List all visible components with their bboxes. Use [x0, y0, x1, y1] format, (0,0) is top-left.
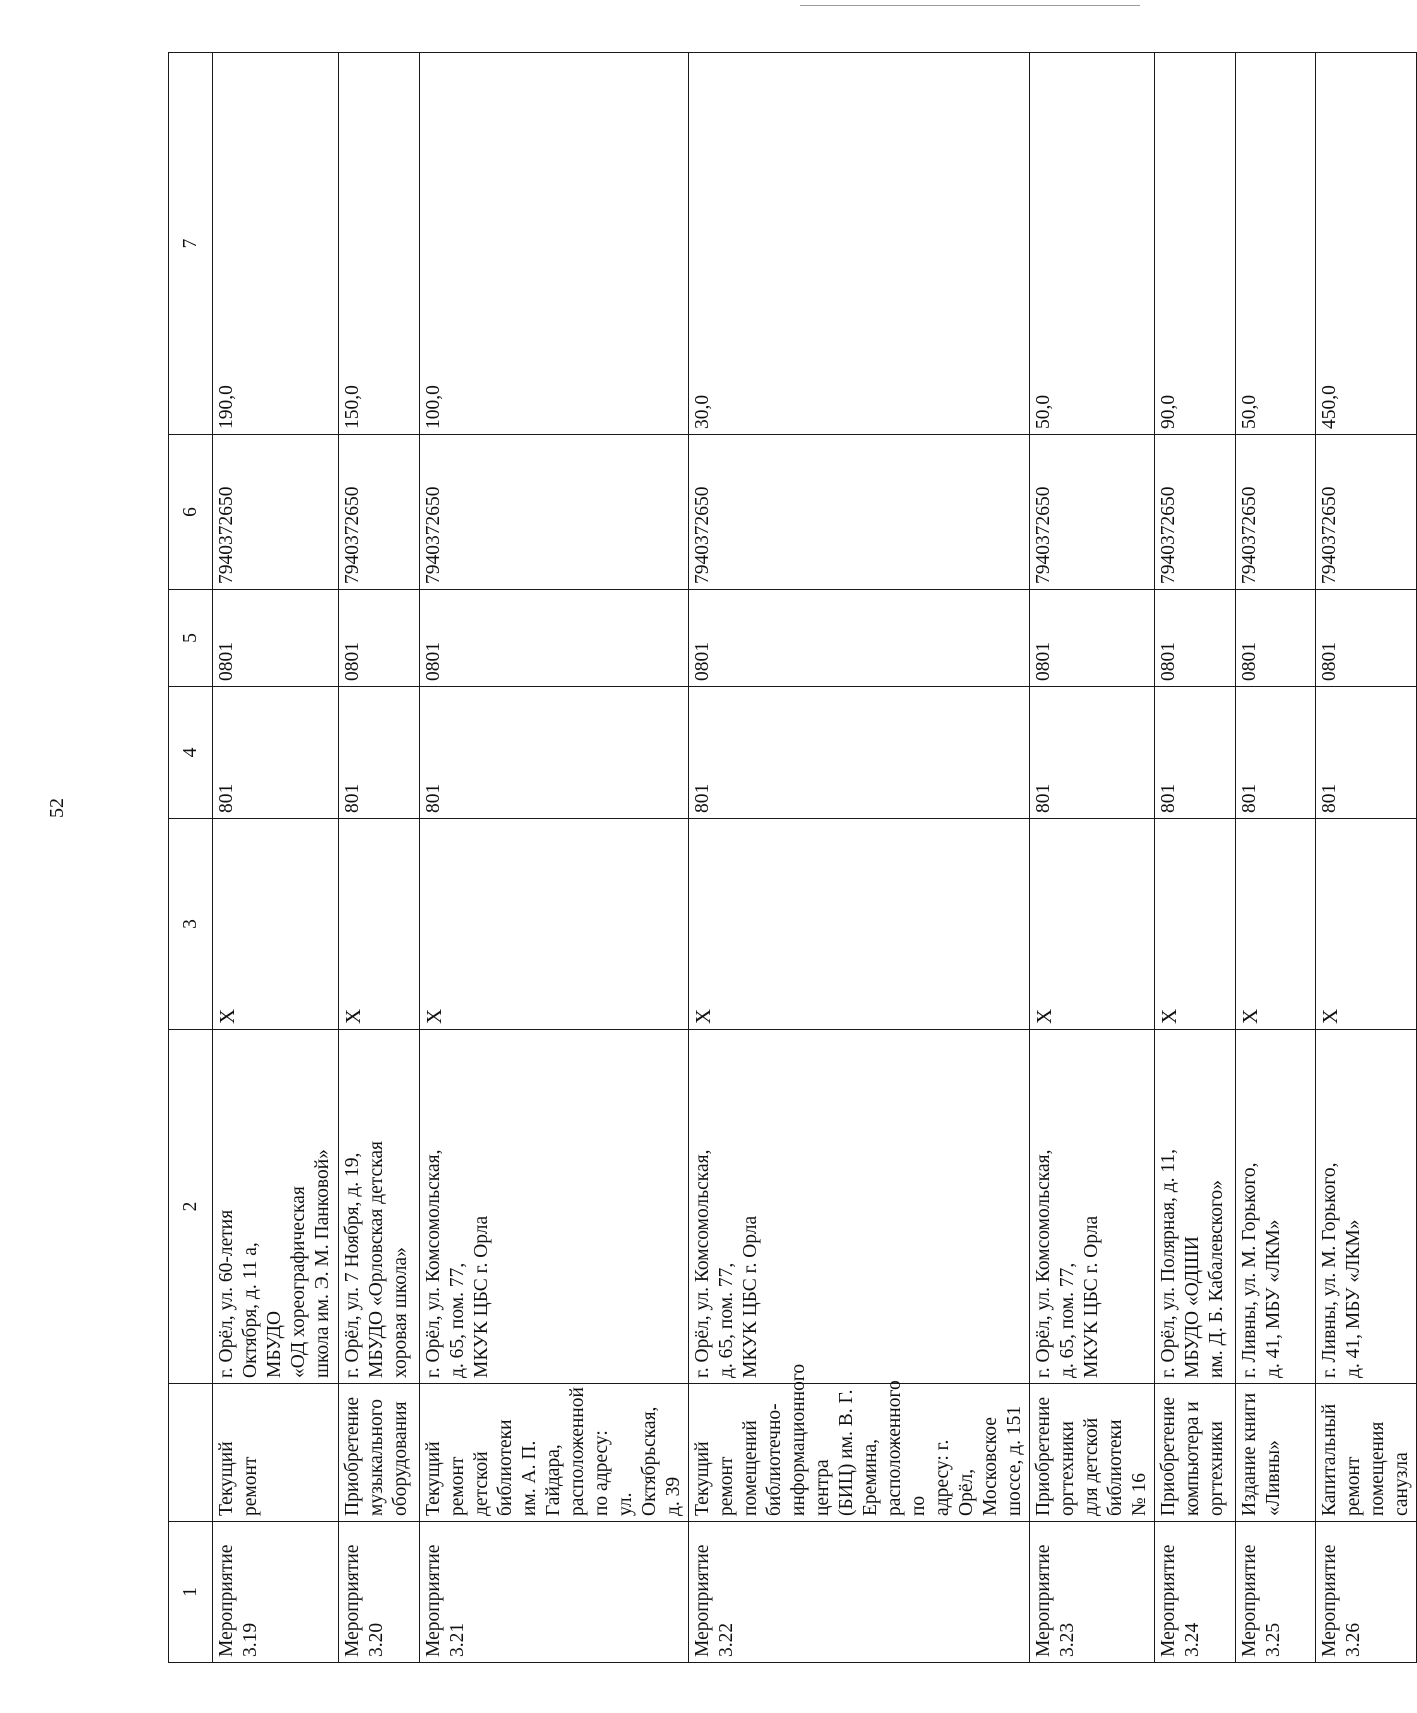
event-name-cell: Приобретение компьютера и оргтехники [1155, 1384, 1236, 1522]
amount-cell: 90,0 [1155, 53, 1236, 435]
address-cell: г. Орёл, ул. Комсомольская, д. 65, пом. 77, МКУК ЦБС г. Орла [689, 1030, 1030, 1384]
code-cell: 801 [1236, 687, 1316, 819]
code-cell: 0801 [339, 590, 420, 687]
code-cell: 801 [1155, 687, 1236, 819]
event-cell: Мероприятие 3.26 [1316, 1522, 1417, 1663]
table-row [1316, 53, 1417, 1663]
event-cell: Мероприятие 3.19 [213, 1522, 339, 1663]
event-name-cell: Издание книги «Ливны» [1236, 1384, 1316, 1522]
code-cell: 0801 [420, 590, 689, 687]
event-cell: Мероприятие 3.24 [1155, 1522, 1236, 1663]
event-name-cell: Приобретение музыкального оборудования [339, 1384, 420, 1522]
column-header: 3 [169, 819, 213, 1030]
mark-cell: X [1236, 819, 1316, 1030]
event-cell: Мероприятие 3.25 [1236, 1522, 1316, 1663]
mark-cell: X [1030, 819, 1155, 1030]
event-name-cell: Текущий ремонт [213, 1384, 339, 1522]
amount-cell: 450,0 [1316, 53, 1417, 435]
mark-cell: X [339, 819, 420, 1030]
code-cell: 7940372650 [420, 435, 689, 590]
table-row [213, 53, 339, 1663]
column-header: 2 [169, 1030, 213, 1384]
code-cell: 7940372650 [1155, 435, 1236, 590]
event-name-cell: Текущий ремонт детской библиотеки им. А. П. Гайдара, расположенной по адресу: ул. Октябрьская, д. 39 [420, 1384, 689, 1522]
events-table [168, 52, 1417, 1663]
event-cell: Мероприятие 3.21 [420, 1522, 689, 1663]
rotated-table-frame [168, 53, 1412, 1663]
code-cell: 801 [339, 687, 420, 819]
event-name-cell: Приобретение оргтехники для детской библиотеки № 16 [1030, 1384, 1155, 1522]
event-cell: Мероприятие 3.20 [339, 1522, 420, 1663]
column-header [169, 1384, 213, 1522]
address-cell: г. Орёл, ул. Полярная, д. 11, МБУДО «ОДШИ им. Д. Б. Кабалевского» [1155, 1030, 1236, 1384]
code-cell: 0801 [1030, 590, 1155, 687]
mark-cell: X [420, 819, 689, 1030]
mark-cell: X [1316, 819, 1417, 1030]
address-cell: г. Орёл, ул. Комсомольская, д. 65, пом. 77, МКУК ЦБС г. Орла [420, 1030, 689, 1384]
address-cell: г. Ливны, ул. М. Горького, д. 41, МБУ «ЛКМ» [1316, 1030, 1417, 1384]
address-cell: г. Ливны, ул. М. Горького, д. 41, МБУ «ЛКМ» [1236, 1030, 1316, 1384]
table-container [168, 53, 1412, 1663]
code-cell: 0801 [1316, 590, 1417, 687]
column-header: 1 [169, 1522, 213, 1663]
table-row [339, 53, 420, 1663]
amount-cell: 50,0 [1236, 53, 1316, 435]
mark-cell: X [213, 819, 339, 1030]
table-row [1030, 53, 1155, 1663]
code-cell: 7940372650 [689, 435, 1030, 590]
page-number: 52 [46, 798, 68, 818]
code-cell: 0801 [1236, 590, 1316, 687]
event-cell: Мероприятие 3.23 [1030, 1522, 1155, 1663]
amount-cell: 30,0 [689, 53, 1030, 435]
column-header: 4 [169, 687, 213, 819]
address-cell: г. Орёл, ул. 7 Ноября, д. 19, МБУДО «Орловская детская хоровая школа» [339, 1030, 420, 1384]
scan-artifact-line [800, 5, 1140, 6]
address-cell: г. Орёл, ул. 60-летия Октября, д. 11 а, МБУДО «ОД хореографическая школа им. Э. М. Панковой» [213, 1030, 339, 1384]
address-cell: г. Орёл, ул. Комсомольская, д. 65, пом. 77, МКУК ЦБС г. Орла [1030, 1030, 1155, 1384]
column-header: 5 [169, 590, 213, 687]
amount-cell: 100,0 [420, 53, 689, 435]
table-header-row [169, 53, 213, 1663]
mark-cell: X [1155, 819, 1236, 1030]
code-cell: 0801 [213, 590, 339, 687]
code-cell: 801 [213, 687, 339, 819]
amount-cell: 190,0 [213, 53, 339, 435]
event-name-cell: Капитальный ремонт помещения санузла [1316, 1384, 1417, 1522]
code-cell: 7940372650 [1236, 435, 1316, 590]
table-row [420, 53, 689, 1663]
column-header: 7 [169, 53, 213, 435]
event-cell: Мероприятие 3.22 [689, 1522, 1030, 1663]
column-header: 6 [169, 435, 213, 590]
code-cell: 0801 [1155, 590, 1236, 687]
event-name-cell: Текущий ремонт помещений библиотечно- информационного центра (БИЦ) им. В. Г. Еремина, расположенного по адресу: г. Орёл, Московское шоссе, д. 151 [689, 1384, 1030, 1522]
code-cell: 801 [1030, 687, 1155, 819]
mark-cell: X [689, 819, 1030, 1030]
code-cell: 801 [689, 687, 1030, 819]
code-cell: 801 [420, 687, 689, 819]
amount-cell: 150,0 [339, 53, 420, 435]
code-cell: 7940372650 [1316, 435, 1417, 590]
table-row [1236, 53, 1316, 1663]
table-row [1155, 53, 1236, 1663]
table-row [689, 53, 1030, 1663]
code-cell: 7940372650 [1030, 435, 1155, 590]
code-cell: 0801 [689, 590, 1030, 687]
amount-cell: 50,0 [1030, 53, 1155, 435]
code-cell: 7940372650 [213, 435, 339, 590]
code-cell: 7940372650 [339, 435, 420, 590]
code-cell: 801 [1316, 687, 1417, 819]
